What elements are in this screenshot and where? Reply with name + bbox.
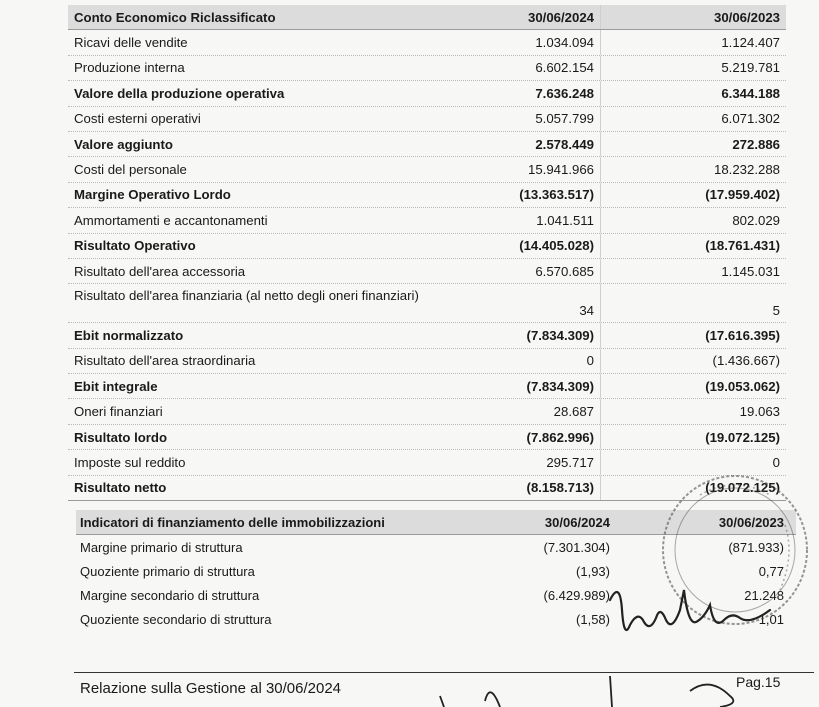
row-label: Ammortamenti e accantonamenti: [74, 212, 268, 228]
value-2024: (1,93): [576, 563, 610, 579]
value-2023: 6.344.188: [600, 81, 786, 105]
table-row: [76, 535, 796, 559]
value-2023: (19.072.125): [600, 425, 786, 449]
financing-indicators-header: [76, 510, 796, 535]
value-2023: 272.886: [600, 132, 786, 156]
table-row: [76, 583, 796, 607]
financing-indicators-table: [76, 510, 796, 631]
value-2024: (13.363.517): [519, 187, 594, 203]
value-2023: 1.145.031: [600, 259, 786, 283]
value-2024: 6.602.154: [535, 60, 594, 76]
row-label: Risultato dell'area accessoria: [74, 263, 246, 279]
footer-page-number: Pag.15: [736, 674, 781, 690]
footer-divider: [74, 672, 814, 673]
row-label: Oneri finanziari: [74, 404, 163, 420]
row-label: Margine secondario di struttura: [80, 587, 260, 603]
value-2023: 0,77: [758, 563, 784, 579]
row-label: Margine primario di struttura: [80, 539, 243, 555]
table-row: [68, 450, 786, 475]
table-row: [68, 81, 786, 106]
header-col-2023: 30/06/2023: [718, 514, 784, 530]
value-2023: (19.053.062): [600, 374, 786, 398]
table-row: [68, 30, 786, 55]
table-row: [68, 56, 786, 81]
value-2024: 0: [586, 353, 594, 369]
row-label: Valore della produzione operativa: [74, 85, 285, 101]
value-2023: (871.933): [728, 539, 784, 555]
value-2023: 1,01: [758, 611, 784, 627]
value-2024: (14.405.028): [519, 238, 594, 254]
row-label: Risultato lordo: [74, 429, 168, 445]
row-label: Ricavi delle vendite: [74, 35, 188, 51]
value-2023: 802.029: [600, 208, 786, 232]
value-2023: (17.959.402): [600, 183, 786, 207]
value-2023: (18.761.431): [600, 234, 786, 258]
row-label: Costi esterni operativi: [74, 111, 201, 127]
row-label: Imposte sul reddito: [74, 454, 186, 470]
row-label: Quoziente primario di struttura: [80, 563, 255, 579]
table-row: [68, 425, 786, 450]
value-2024: (6.429.989): [543, 587, 610, 603]
value-2023: 21.248: [744, 587, 784, 603]
value-2023: 1.124.407: [600, 30, 786, 54]
value-2024: 1.041.511: [536, 212, 594, 228]
income-statement-header: [68, 5, 786, 30]
value-2024: 34: [579, 303, 594, 319]
value-2023: 5: [600, 284, 786, 322]
value-2024: 28.687: [553, 404, 594, 420]
row-label: Produzione interna: [74, 60, 185, 76]
value-2024: (7.301.304): [543, 539, 610, 555]
table-row: [68, 157, 786, 182]
income-statement-table: [68, 5, 786, 501]
row-label: Margine Operativo Lordo: [74, 187, 231, 203]
value-2024: 2.578.449: [535, 136, 594, 152]
value-2023: 6.071.302: [600, 107, 786, 131]
header-label: Indicatori di finanziamento delle immobilizzazioni: [80, 514, 385, 530]
value-2024: (7.834.309): [526, 327, 594, 343]
table-row: [76, 559, 796, 583]
row-label: Risultato dell'area straordinaria: [74, 353, 256, 369]
value-2024: 15.941.966: [527, 162, 594, 178]
table-row: [68, 323, 786, 348]
value-2024: (7.834.309): [526, 378, 594, 394]
table-row: [68, 284, 786, 323]
bottom-signature-marks: [430, 676, 760, 707]
table-row: [76, 607, 796, 631]
value-2024: 7.636.248: [535, 85, 594, 101]
row-label: Valore aggiunto: [74, 136, 173, 152]
row-label: Risultato Operativo: [74, 238, 196, 254]
value-2024: 6.570.685: [535, 263, 594, 279]
table-row: [68, 259, 786, 284]
value-2023: 0: [600, 450, 786, 474]
row-label: Risultato netto: [74, 480, 167, 496]
header-col-2024: 30/06/2024: [527, 9, 594, 25]
row-label: Ebit normalizzato: [74, 327, 184, 343]
header-col-2024: 30/06/2024: [544, 514, 610, 530]
value-2024: (7.862.996): [526, 429, 594, 445]
row-label: Risultato dell'area finanziaria (al netto degli oneri finanziari): [74, 288, 419, 304]
row-label: Quoziente secondario di struttura: [80, 611, 272, 627]
value-2024: 295.717: [546, 454, 594, 470]
value-2024: 1.034.094: [535, 35, 594, 51]
row-label: Costi del personale: [74, 162, 187, 178]
table-row: [68, 374, 786, 399]
table-row: [68, 234, 786, 259]
table-row: [68, 132, 786, 157]
table-row: [68, 183, 786, 208]
value-2023: 19.063: [600, 399, 786, 423]
table-row: [68, 399, 786, 424]
value-2024: (8.158.713): [526, 480, 594, 496]
value-2024: 5.057.799: [535, 111, 594, 127]
value-2023: (17.616.395): [600, 323, 786, 347]
value-2023: 18.232.288: [600, 157, 786, 181]
header-col-2023: 30/06/2023: [600, 5, 786, 29]
value-2023: 5.219.781: [600, 56, 786, 80]
footer-document-title: Relazione sulla Gestione al 30/06/2024: [80, 680, 342, 697]
value-2024: (1,58): [576, 611, 610, 627]
row-label: Ebit integrale: [74, 378, 158, 394]
table-row: [68, 349, 786, 374]
table-row: [68, 208, 786, 233]
value-2023: (19.072.125): [600, 476, 786, 500]
value-2023: (1.436.667): [600, 349, 786, 373]
table-row: [68, 107, 786, 132]
table-row: [68, 476, 786, 501]
header-label: Conto Economico Riclassificato: [74, 9, 276, 25]
